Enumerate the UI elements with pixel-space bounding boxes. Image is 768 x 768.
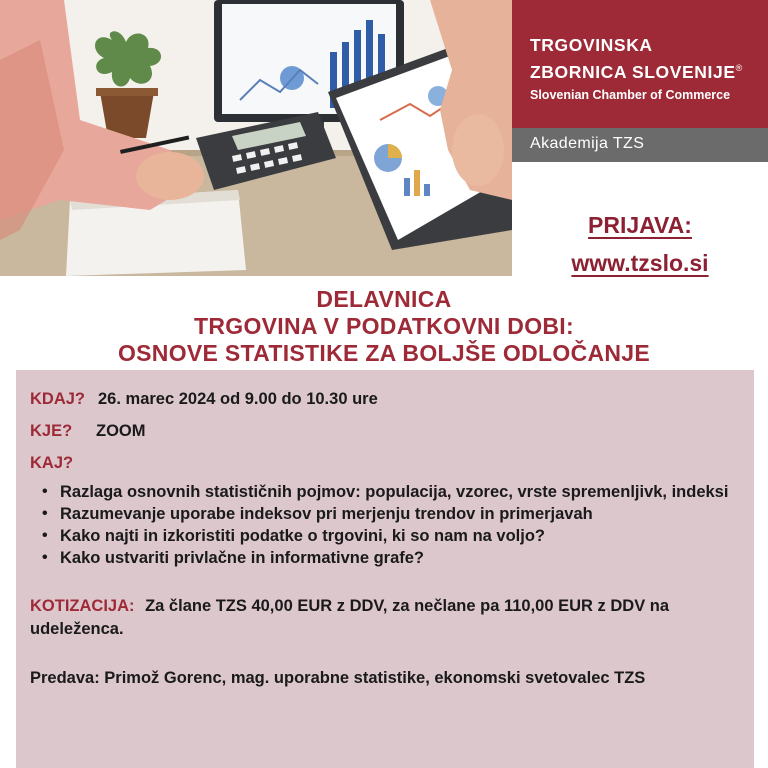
lecturer-info: Predava: Primož Gorenc, mag. uporabne statistike, ekonomski svetovalec TZS (30, 669, 646, 687)
when-value: 26. marec 2024 od 9.00 do 10.30 ure (98, 390, 378, 408)
fee-value: Za člane TZS 40,00 EUR z DDV, za nečlane pa 110,00 EUR z DDV na udeleženca. (30, 597, 670, 638)
fee-label: KOTIZACIJA: (30, 597, 135, 615)
brand-name-line1: TRGOVINSKA (530, 35, 653, 55)
title-line3: OSNOVE STATISTIKE ZA BOLJŠE ODLOČANJE (117, 340, 651, 366)
fee-row (30, 595, 744, 641)
page-title (0, 286, 768, 367)
where-value: ZOOM (96, 422, 146, 440)
list-item: • Razlaga osnovnih statističnih pojmov: populacija, vzorec, vrste spremenljivk, indeksi (30, 481, 744, 503)
title-line2: TRGOVINA V PODATKOVNI DOBI: (194, 313, 574, 339)
title-line1: DELAVNICA (316, 286, 452, 312)
registration-link[interactable]: www.tzslo.si (571, 250, 709, 276)
list-item: • Razumevanje uporabe indeksov pri merjenju trendov in primerjavah (30, 503, 744, 525)
registration-block[interactable] (512, 206, 768, 282)
academy-label: Akademija TZS (512, 128, 768, 162)
header-photo (0, 0, 512, 276)
where-row (30, 422, 744, 441)
where-label: KJE? (30, 422, 73, 440)
list-item: • Kako ustvariti privlačne in informativne grafe? (30, 547, 744, 569)
when-label: KDAJ? (30, 390, 86, 408)
registration-label: PRIJAVA: (588, 212, 692, 238)
list-item: • Kako najti in izkoristiti podatke o trgovini, ki so nam na voljo? (30, 525, 744, 547)
what-label: KAJ? (30, 454, 74, 472)
office-desk-photo (0, 0, 512, 276)
brand-panel (512, 0, 768, 128)
brand-name-line2: ZBORNICA SLOVENIJE® (530, 61, 743, 82)
what-row (30, 454, 744, 473)
brand-english-name: Slovenian Chamber of Commerce (530, 87, 731, 102)
topics-list (30, 481, 744, 569)
when-row (30, 390, 744, 409)
details-box (16, 370, 754, 768)
